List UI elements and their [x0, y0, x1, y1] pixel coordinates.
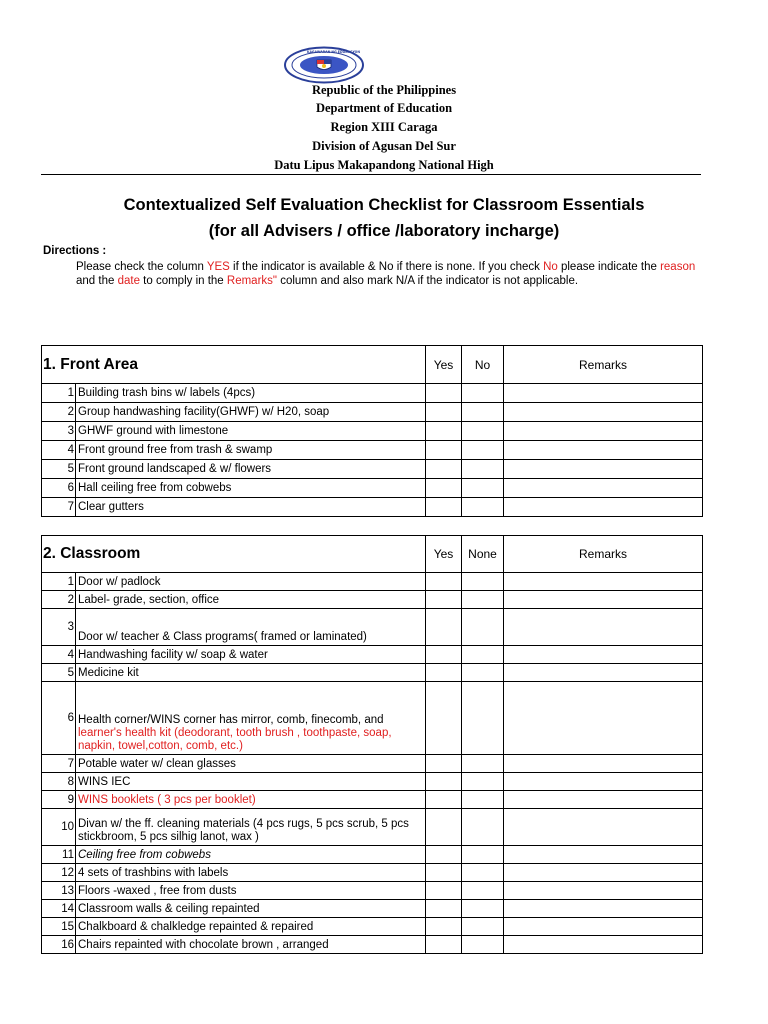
table-row	[42, 791, 703, 809]
none-cell[interactable]	[462, 846, 504, 864]
classroom-title: 2. Classroom	[42, 536, 426, 573]
yes-cell[interactable]	[426, 664, 462, 682]
table-row	[42, 609, 703, 646]
remarks-cell[interactable]	[504, 591, 703, 609]
none-cell[interactable]	[462, 918, 504, 936]
remarks-cell[interactable]	[504, 846, 703, 864]
header-republic: Republic of the Philippines	[311, 83, 457, 97]
row-number: 1	[42, 573, 76, 591]
yes-cell[interactable]	[426, 791, 462, 809]
none-cell[interactable]	[462, 609, 504, 646]
remarks-cell[interactable]	[504, 682, 703, 755]
row-number: 14	[42, 900, 76, 918]
yes-cell[interactable]	[426, 498, 462, 517]
row-item-text: Ceiling free from cobwebs	[76, 846, 426, 864]
none-cell[interactable]	[462, 882, 504, 900]
header-department: Department of Education	[315, 101, 453, 115]
col-remarks-header: Remarks	[504, 536, 703, 573]
table-row	[42, 573, 703, 591]
yes-cell[interactable]	[426, 755, 462, 773]
row-number: 2	[42, 403, 76, 422]
row-item-text: Floors -waxed , free from dusts	[76, 882, 426, 900]
yes-cell[interactable]	[426, 591, 462, 609]
row-number: 10	[42, 809, 76, 846]
table-row	[42, 882, 703, 900]
remarks-cell[interactable]	[504, 918, 703, 936]
remarks-cell[interactable]	[504, 479, 703, 498]
row-number: 6	[42, 682, 76, 755]
remarks-cell[interactable]	[504, 441, 703, 460]
row-number: 4	[42, 441, 76, 460]
row-item-text: Classroom walls & ceiling repainted	[76, 900, 426, 918]
remarks-cell[interactable]	[504, 882, 703, 900]
yes-cell[interactable]	[426, 422, 462, 441]
row-item-text: Label- grade, section, office	[76, 591, 426, 609]
none-cell[interactable]	[462, 900, 504, 918]
no-cell[interactable]	[462, 479, 504, 498]
table-row	[42, 479, 703, 498]
row-item-text: Potable water w/ clean glasses	[76, 755, 426, 773]
row-item-text: Hall ceiling free from cobwebs	[76, 479, 426, 498]
row-number: 9	[42, 791, 76, 809]
table-row	[42, 936, 703, 954]
yes-cell[interactable]	[426, 403, 462, 422]
no-cell[interactable]	[462, 422, 504, 441]
remarks-cell[interactable]	[504, 384, 703, 403]
remarks-cell[interactable]	[504, 664, 703, 682]
table-row	[42, 809, 703, 846]
header-school: Datu Lipus Makapandong National High	[274, 158, 494, 172]
table-row	[42, 498, 703, 517]
row-item-text: Group handwashing facility(GHWF) w/ H20, soap	[76, 403, 426, 422]
row-item-text: Front ground landscaped & w/ flowers	[76, 460, 426, 479]
row-number: 2	[42, 591, 76, 609]
yes-cell[interactable]	[426, 936, 462, 954]
remarks-cell[interactable]	[504, 646, 703, 664]
no-cell[interactable]	[462, 441, 504, 460]
row-number: 11	[42, 846, 76, 864]
yes-cell[interactable]	[426, 809, 462, 846]
table-row	[42, 900, 703, 918]
col-yes-header: Yes	[426, 346, 462, 384]
front-area-table	[41, 345, 703, 517]
row-item-text: Clear gutters	[76, 498, 426, 517]
row-item-text: Front ground free from trash & swamp	[76, 441, 426, 460]
remarks-cell[interactable]	[504, 422, 703, 441]
directions-text: Please check the column YES if the indicator is available & No if there is none. If you check No please indicate the reason and the date to comply in the Remarks" column and also mark N/A if the indicator is not applicable.	[76, 261, 696, 287]
yes-cell[interactable]	[426, 882, 462, 900]
row-number: 6	[42, 479, 76, 498]
page-title: Contextualized Self Evaluation Checklist for Classroom Essentials	[123, 196, 645, 214]
row-item-text: Chairs repainted with chocolate brown , arranged	[76, 936, 426, 954]
col-remarks-header: Remarks	[504, 346, 703, 384]
svg-text:KAGAWARAN NG EDUKASYON: KAGAWARAN NG EDUKASYON	[307, 50, 361, 54]
none-cell[interactable]	[462, 773, 504, 791]
header-division: Division of Agusan Del Sur	[312, 139, 456, 153]
front-area-title: 1. Front Area	[42, 346, 426, 384]
table-row	[42, 460, 703, 479]
yes-cell[interactable]	[426, 460, 462, 479]
yes-cell[interactable]	[426, 479, 462, 498]
table-row	[42, 864, 703, 882]
table-row	[42, 384, 703, 403]
row-number: 3	[42, 609, 76, 646]
yes-cell[interactable]	[426, 441, 462, 460]
none-cell[interactable]	[462, 755, 504, 773]
table-row	[42, 664, 703, 682]
table-row	[42, 403, 703, 422]
yes-cell[interactable]	[426, 864, 462, 882]
table-row	[42, 422, 703, 441]
remarks-cell[interactable]	[504, 809, 703, 846]
row-number: 7	[42, 755, 76, 773]
page-subtitle: (for all Advisers / office /laboratory incharge)	[208, 222, 560, 240]
row-number: 13	[42, 882, 76, 900]
row-number: 5	[42, 664, 76, 682]
header-region: Region XIII Caraga	[330, 120, 438, 134]
row-item-text: Medicine kit	[76, 664, 426, 682]
none-cell[interactable]	[462, 936, 504, 954]
row-item-text: Divan w/ the ff. cleaning materials (4 pcs rugs, 5 pcs scrub, 5 pcs stickbroom, 5 pcs silhig lanot, wax )	[76, 809, 426, 846]
yes-cell[interactable]	[426, 646, 462, 664]
yes-cell[interactable]	[426, 773, 462, 791]
table-row	[42, 755, 703, 773]
row-item-text: Handwashing facility w/ soap & water	[76, 646, 426, 664]
none-cell[interactable]	[462, 809, 504, 846]
row-number: 15	[42, 918, 76, 936]
none-cell[interactable]	[462, 864, 504, 882]
directions-label: Directions :	[43, 245, 107, 257]
yes-cell[interactable]	[426, 682, 462, 755]
no-cell[interactable]	[462, 498, 504, 517]
yes-cell[interactable]	[426, 384, 462, 403]
no-cell[interactable]	[462, 403, 504, 422]
remarks-cell[interactable]	[504, 791, 703, 809]
row-item-text: WINS booklets ( 3 pcs per booklet)	[76, 791, 426, 809]
remarks-cell[interactable]	[504, 864, 703, 882]
table-row	[42, 918, 703, 936]
yes-cell[interactable]	[426, 573, 462, 591]
row-item-text: 4 sets of trashbins with labels	[76, 864, 426, 882]
row-item-text: Building trash bins w/ labels (4pcs)	[76, 384, 426, 403]
none-cell[interactable]	[462, 573, 504, 591]
classroom-table	[41, 535, 703, 954]
col-none-header: None	[462, 536, 504, 573]
yes-cell[interactable]	[426, 609, 462, 646]
row-item-text: WINS IEC	[76, 773, 426, 791]
no-cell[interactable]	[462, 460, 504, 479]
row-number: 16	[42, 936, 76, 954]
none-cell[interactable]	[462, 646, 504, 664]
table-row	[42, 846, 703, 864]
no-cell[interactable]	[462, 384, 504, 403]
row-number: 8	[42, 773, 76, 791]
none-cell[interactable]	[462, 682, 504, 755]
row-number: 3	[42, 422, 76, 441]
remarks-cell[interactable]	[504, 609, 703, 646]
remarks-cell[interactable]	[504, 573, 703, 591]
row-item-text: Door w/ padlock	[76, 573, 426, 591]
deped-seal-logo	[283, 46, 365, 84]
table-row	[42, 646, 703, 664]
row-item-text: Health corner/WINS corner has mirror, comb, finecomb, and learner's health kit (deodorant, tooth brush , toothpaste, soap, napkin, towel,cotton, comb, etc.)	[76, 682, 426, 755]
none-cell[interactable]	[462, 591, 504, 609]
remarks-cell[interactable]	[504, 403, 703, 422]
yes-cell[interactable]	[426, 918, 462, 936]
col-yes-header: Yes	[426, 536, 462, 573]
remarks-cell[interactable]	[504, 936, 703, 954]
remarks-cell[interactable]	[504, 773, 703, 791]
none-cell[interactable]	[462, 664, 504, 682]
yes-cell[interactable]	[426, 900, 462, 918]
remarks-cell[interactable]	[504, 498, 703, 517]
row-item-text: Chalkboard & chalkledge repainted & repaired	[76, 918, 426, 936]
table-row	[42, 591, 703, 609]
row-number: 5	[42, 460, 76, 479]
none-cell[interactable]	[462, 791, 504, 809]
col-no-header: No	[462, 346, 504, 384]
table-row	[42, 682, 703, 755]
row-number: 7	[42, 498, 76, 517]
row-number: 4	[42, 646, 76, 664]
remarks-cell[interactable]	[504, 900, 703, 918]
yes-cell[interactable]	[426, 846, 462, 864]
table-row	[42, 441, 703, 460]
row-item-text: GHWF ground with limestone	[76, 422, 426, 441]
header-divider	[41, 174, 701, 175]
row-item-text: Door w/ teacher & Class programs( framed or laminated)	[76, 609, 426, 646]
remarks-cell[interactable]	[504, 460, 703, 479]
remarks-cell[interactable]	[504, 755, 703, 773]
table-row	[42, 773, 703, 791]
row-number: 1	[42, 384, 76, 403]
row-number: 12	[42, 864, 76, 882]
